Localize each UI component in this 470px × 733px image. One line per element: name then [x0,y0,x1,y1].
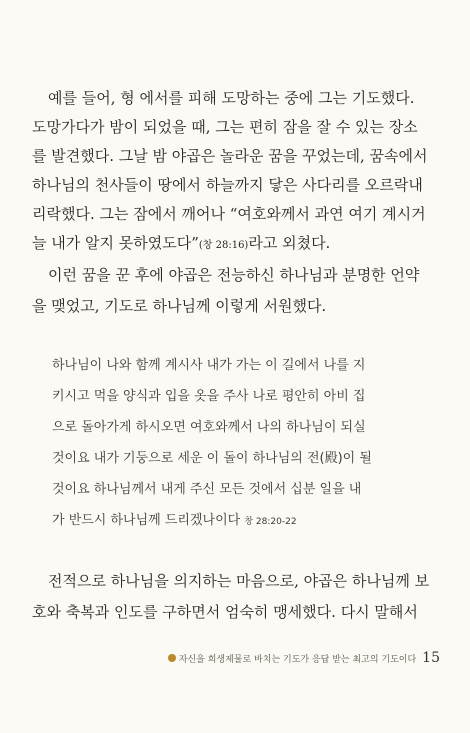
text-line: 호와 축복과 인도를 구하면서 엄숙히 맹세했다. 다시 말해서 [32,603,418,621]
body-paragraph-1 [32,84,442,258]
text-line: 예를 들어, 형 에서를 피해 도망하는 중에 그는 기도했다. [48,89,415,107]
text-fragment: 라고 외쳤다. [248,234,331,252]
text-fragment: 늘 내가 알지 못하였도다” [32,234,199,252]
running-title: 자신을 희생제물로 바치는 기도가 응답 받는 최고의 기도이다 [178,654,417,665]
page-footer [168,648,440,668]
footer-bullet-icon [168,654,176,662]
text-line: 리락했다. 그는 잠에서 깨어나 “여호와께서 과연 여기 계시거 [32,205,426,223]
body-paragraph-2 [32,260,442,322]
text-line: 를 발견했다. 그날 밤 야곱은 놀라운 꿈을 꾸었는데, 꿈속에서 [32,147,428,165]
text-line: 도망가다가 밤이 되었을 때, 그는 편히 잠을 잘 수 있는 장소 [32,118,418,136]
quote-fragment: 가 반드시 하나님께 드리겠나이다 [52,513,241,528]
text-line-with-citation [32,229,442,258]
page-number: 15 [422,650,440,666]
text-line: 을 맺었고, 기도로 하나님께 이렇게 서원했다. [32,297,327,315]
quote-line: 으로 돌아가게 하시오면 여호와께서 나의 하나님이 되실 [52,420,366,435]
quote-line: 하나님이 나와 함께 계시사 내가 가는 이 길에서 나를 지 [52,358,366,373]
quote-line: 키시고 먹을 양식과 입을 옷을 주사 나로 평안히 아비 집 [52,389,366,404]
text-line: 하나님의 천사들이 땅에서 하늘까지 닿은 사다리를 오르락내 [32,176,423,194]
text-line: 이런 꿈을 꾼 후에 야곱은 전능하신 하나님과 분명한 언약 [48,266,420,284]
body-paragraph-3 [32,566,442,628]
quote-citation: 창 28:20-22 [244,517,297,527]
quote-line-with-citation [52,505,422,536]
quote-line: 것이요 하나님께서 내게 주신 모든 것에서 십분 일을 내 [52,482,362,497]
scripture-citation: (창 28:16) [198,240,249,251]
scripture-quote-block [52,350,422,536]
quote-line: 것이요 내가 기둥으로 세운 이 돌이 하나님의 전(殿)이 될 [52,451,372,466]
text-line: 전적으로 하나님을 의지하는 마음으로, 야곱은 하나님께 보 [48,572,430,590]
